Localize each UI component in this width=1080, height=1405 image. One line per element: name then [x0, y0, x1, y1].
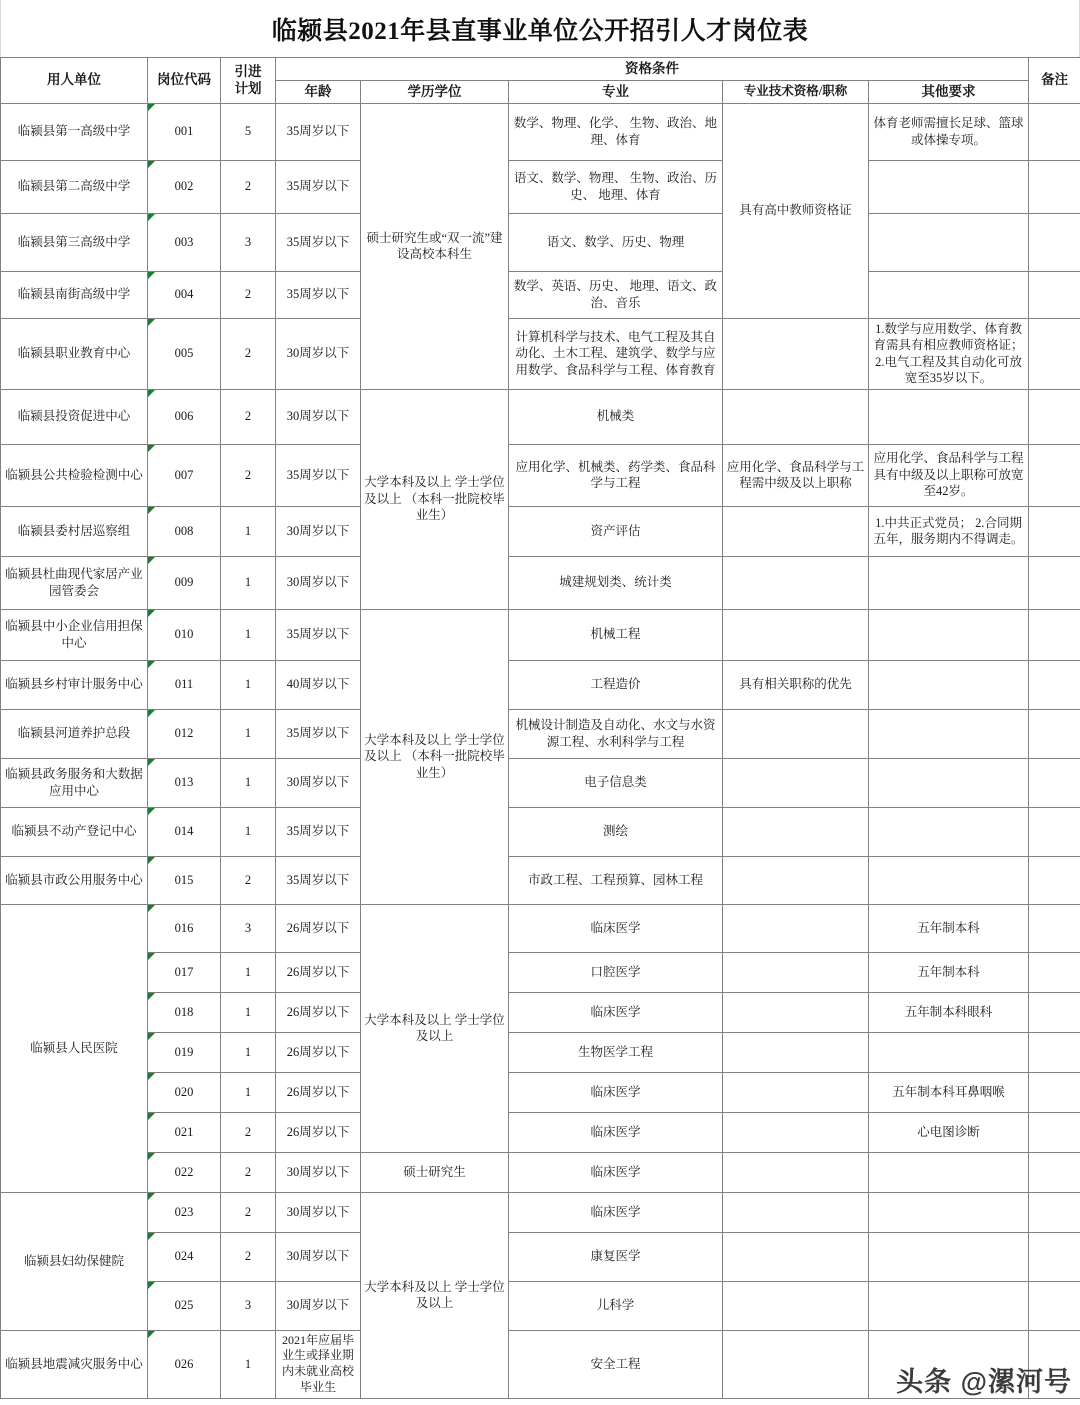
cell-major: 市政工程、工程预算、园林工程: [509, 856, 723, 904]
error-marker-icon: [148, 953, 155, 960]
cell-job-code: [148, 389, 221, 444]
cell-age: 26周岁以下: [276, 952, 361, 992]
cell-age: 35周岁以下: [276, 103, 361, 160]
job-code-value: 006: [174, 409, 194, 424]
cell-employer: 临颍县杜曲现代家居产业园管委会: [1, 556, 148, 609]
table-row: [1, 992, 1080, 1032]
cell-major: 计算机科学与技术、电气工程及其自动化、土木工程、建筑学、数学与应用数学、食品科学与工程、体育教育: [509, 318, 723, 389]
cell-age: 26周岁以下: [276, 1112, 361, 1152]
cell-job-code: [148, 271, 221, 318]
job-code-value: 002: [174, 179, 194, 194]
cell-plan: 2: [221, 160, 276, 213]
cell-technical-title: [723, 1192, 869, 1232]
cell-technical-title: [723, 807, 869, 856]
cell-other-requirements: [869, 389, 1029, 444]
cell-employer: 临颍县不动产登记中心: [1, 807, 148, 856]
cell-age: 26周岁以下: [276, 992, 361, 1032]
cell-major: 电子信息类: [509, 758, 723, 807]
cell-plan: 1: [221, 1072, 276, 1112]
cell-plan: 1: [221, 609, 276, 660]
job-code-value: 011: [174, 677, 194, 692]
cell-plan: 1: [221, 506, 276, 556]
cell-other-requirements: [869, 1232, 1029, 1281]
table-row: [1, 709, 1080, 758]
cell-remarks: [1029, 1281, 1080, 1330]
cell-other-requirements: [869, 807, 1029, 856]
error-marker-icon: [148, 1033, 155, 1040]
cell-remarks: [1029, 856, 1080, 904]
cell-education: 大学本科及以上 学士学位及以上: [361, 1192, 509, 1398]
cell-employer: 临颍县河道养护总段: [1, 709, 148, 758]
cell-age: 35周岁以下: [276, 856, 361, 904]
cell-employer: 临颍县第三高级中学: [1, 213, 148, 271]
job-code-value: 007: [174, 467, 194, 482]
cell-job-code: [148, 213, 221, 271]
cell-remarks: [1029, 1112, 1080, 1152]
th-education: 学历学位: [361, 80, 509, 103]
error-marker-icon: [148, 1073, 155, 1080]
job-code-value: 024: [174, 1249, 194, 1264]
cell-remarks: [1029, 992, 1080, 1032]
cell-plan: 1: [221, 952, 276, 992]
cell-other-requirements: [869, 1281, 1029, 1330]
cell-job-code: [148, 1072, 221, 1112]
cell-job-code: [148, 952, 221, 992]
cell-technical-title: 具有高中教师资格证: [723, 103, 869, 318]
job-code-value: 015: [174, 872, 194, 887]
cell-remarks: [1029, 318, 1080, 389]
cell-technical-title: [723, 556, 869, 609]
cell-remarks: [1029, 758, 1080, 807]
cell-job-code: [148, 506, 221, 556]
table-row: [1, 506, 1080, 556]
cell-major: 生物医学工程: [509, 1032, 723, 1072]
cell-job-code: [148, 1281, 221, 1330]
cell-major: 康复医学: [509, 1232, 723, 1281]
cell-job-code: [148, 160, 221, 213]
cell-age: 35周岁以下: [276, 160, 361, 213]
cell-remarks: [1029, 609, 1080, 660]
cell-other-requirements: [869, 271, 1029, 318]
cell-other-requirements: [869, 660, 1029, 709]
cell-plan: 5: [221, 103, 276, 160]
th-remarks: 备注: [1029, 58, 1080, 104]
cell-plan: 2: [221, 389, 276, 444]
cell-major: 数学、英语、历史、 地理、语文、政治、音乐: [509, 271, 723, 318]
table-row: [1, 952, 1080, 992]
job-code-value: 018: [174, 1004, 194, 1019]
cell-other-requirements: [869, 1152, 1029, 1192]
table-row: [1, 318, 1080, 389]
cell-job-code: [148, 609, 221, 660]
cell-employer: 临颍县委村居巡察组: [1, 506, 148, 556]
cell-age: 30周岁以下: [276, 1152, 361, 1192]
table-header: [1, 58, 1080, 104]
cell-other-requirements: [869, 1032, 1029, 1072]
cell-remarks: [1029, 271, 1080, 318]
cell-employer: 临颍县公共检验检测中心: [1, 444, 148, 506]
cell-plan: 1: [221, 709, 276, 758]
cell-plan: 1: [221, 758, 276, 807]
table-row: [1, 1072, 1080, 1112]
watermark-text: 头条 @漯河号: [896, 1367, 1072, 1397]
cell-other-requirements: [869, 609, 1029, 660]
cell-remarks: [1029, 389, 1080, 444]
cell-remarks: [1029, 952, 1080, 992]
cell-technical-title: [723, 318, 869, 389]
error-marker-icon: [148, 610, 155, 617]
cell-employer: 临颍县妇幼保健院: [1, 1192, 148, 1330]
cell-other-requirements: 应用化学、食品科学与工程具有中级及以上职称可放宽至42岁。: [869, 444, 1029, 506]
cell-other-requirements: 1.数学与应用数学、体育教育需具有相应教师资格证； 2.电气工程及其自动化可放宽至35岁以下。: [869, 318, 1029, 389]
cell-major: 口腔医学: [509, 952, 723, 992]
job-code-value: 001: [174, 124, 194, 139]
table-row: [1, 160, 1080, 213]
cell-plan: 1: [221, 1330, 276, 1398]
th-employer: 用人单位: [1, 58, 148, 104]
cell-technical-title: [723, 1232, 869, 1281]
cell-plan: 1: [221, 660, 276, 709]
error-marker-icon: [148, 272, 155, 279]
cell-remarks: [1029, 160, 1080, 213]
cell-plan: 3: [221, 904, 276, 952]
cell-technical-title: 具有相关职称的优先: [723, 660, 869, 709]
cell-age: 35周岁以下: [276, 807, 361, 856]
cell-employer: 临颍县人民医院: [1, 904, 148, 1192]
cell-age: 30周岁以下: [276, 389, 361, 444]
cell-major: 应用化学、机械类、药学类、食品科学与工程: [509, 444, 723, 506]
cell-job-code: [148, 660, 221, 709]
error-marker-icon: [148, 661, 155, 668]
cell-employer: 临颍县乡村审计服务中心: [1, 660, 148, 709]
cell-age: 30周岁以下: [276, 1281, 361, 1330]
error-marker-icon: [148, 390, 155, 397]
cell-age: 35周岁以下: [276, 709, 361, 758]
cell-plan: 2: [221, 1152, 276, 1192]
header-row-1: [1, 58, 1080, 81]
job-code-value: 010: [174, 627, 194, 642]
cell-job-code: [148, 318, 221, 389]
cell-age: 26周岁以下: [276, 1072, 361, 1112]
cell-major: 临床医学: [509, 1152, 723, 1192]
cell-job-code: [148, 1192, 221, 1232]
cell-major: 城建规划类、统计类: [509, 556, 723, 609]
job-code-value: 004: [174, 287, 194, 302]
cell-plan: 1: [221, 1032, 276, 1072]
cell-job-code: [148, 856, 221, 904]
cell-technical-title: [723, 609, 869, 660]
cell-remarks: [1029, 1032, 1080, 1072]
error-marker-icon: [148, 808, 155, 815]
cell-other-requirements: [869, 709, 1029, 758]
cell-remarks: [1029, 1232, 1080, 1281]
cell-technical-title: [723, 952, 869, 992]
error-marker-icon: [148, 993, 155, 1000]
cell-age: 30周岁以下: [276, 506, 361, 556]
table-body: [1, 103, 1080, 1398]
cell-job-code: [148, 758, 221, 807]
cell-job-code: [148, 444, 221, 506]
cell-job-code: [148, 1112, 221, 1152]
cell-job-code: [148, 1232, 221, 1281]
cell-major: 机械类: [509, 389, 723, 444]
cell-major: 临床医学: [509, 904, 723, 952]
error-marker-icon: [148, 1113, 155, 1120]
job-code-value: 013: [174, 775, 194, 790]
cell-age: 30周岁以下: [276, 556, 361, 609]
cell-employer: 临颍县职业教育中心: [1, 318, 148, 389]
cell-other-requirements: [869, 1192, 1029, 1232]
job-code-value: 009: [174, 575, 194, 590]
job-code-value: 023: [174, 1204, 194, 1219]
table-row: [1, 1232, 1080, 1281]
document-title-bar: [0, 0, 1080, 57]
cell-plan: 2: [221, 1112, 276, 1152]
error-marker-icon: [148, 1331, 155, 1338]
cell-technical-title: [723, 992, 869, 1032]
cell-other-requirements: 五年制本科耳鼻咽喉: [869, 1072, 1029, 1112]
cell-age: 30周岁以下: [276, 318, 361, 389]
cell-job-code: [148, 992, 221, 1032]
th-major: 专业: [509, 80, 723, 103]
cell-employer: 临颍县投资促进中心: [1, 389, 148, 444]
cell-major: 临床医学: [509, 1192, 723, 1232]
cell-remarks: [1029, 103, 1080, 160]
cell-other-requirements: 体育老师需擅长足球、篮球或体操专项。: [869, 103, 1029, 160]
cell-technical-title: [723, 1281, 869, 1330]
cell-job-code: [148, 1152, 221, 1192]
cell-technical-title: [723, 1330, 869, 1398]
th-plan-line2: 计划: [234, 81, 262, 97]
cell-employer: 临颍县中小企业信用担保中心: [1, 609, 148, 660]
jobs-table: [0, 57, 1080, 1399]
cell-other-requirements: [869, 213, 1029, 271]
cell-technical-title: [723, 1152, 869, 1192]
error-marker-icon: [148, 319, 155, 326]
cell-plan: 3: [221, 213, 276, 271]
cell-other-requirements: [869, 758, 1029, 807]
cell-age: 30周岁以下: [276, 1232, 361, 1281]
cell-age: 2021年应届毕业生或择业期内未就业高校毕业生: [276, 1330, 361, 1398]
job-code-value: 022: [174, 1164, 194, 1179]
job-code-value: 014: [174, 824, 194, 839]
cell-other-requirements: [869, 160, 1029, 213]
table-row: [1, 609, 1080, 660]
cell-plan: 1: [221, 556, 276, 609]
cell-technical-title: [723, 506, 869, 556]
cell-other-requirements: 五年制本科: [869, 904, 1029, 952]
job-code-value: 016: [174, 920, 194, 935]
cell-age: 35周岁以下: [276, 213, 361, 271]
cell-major: 安全工程: [509, 1330, 723, 1398]
th-age: 年龄: [276, 80, 361, 103]
cell-technical-title: [723, 1032, 869, 1072]
cell-major: 资产评估: [509, 506, 723, 556]
job-code-value: 005: [174, 346, 194, 361]
cell-remarks: [1029, 556, 1080, 609]
cell-other-requirements: [869, 556, 1029, 609]
cell-major: 语文、数学、历史、物理: [509, 213, 723, 271]
cell-age: 35周岁以下: [276, 444, 361, 506]
cell-employer: 临颍县南街高级中学: [1, 271, 148, 318]
table-row: [1, 444, 1080, 506]
table-row: [1, 103, 1080, 160]
error-marker-icon: [148, 1153, 155, 1160]
cell-major: 儿科学: [509, 1281, 723, 1330]
error-marker-icon: [148, 710, 155, 717]
cell-employer: 临颍县地震减灾服务中心: [1, 1330, 148, 1398]
cell-plan: 1: [221, 807, 276, 856]
cell-education: 大学本科及以上 学士学位及以上 （本科一批院校毕业生）: [361, 609, 509, 904]
cell-plan: 2: [221, 856, 276, 904]
error-marker-icon: [148, 857, 155, 864]
cell-remarks: [1029, 444, 1080, 506]
cell-remarks: [1029, 213, 1080, 271]
table-row: [1, 271, 1080, 318]
cell-other-requirements: 五年制本科: [869, 952, 1029, 992]
cell-remarks: [1029, 1192, 1080, 1232]
cell-other-requirements: 1.中共正式党员； 2.合同期五年，服务期内不得调走。: [869, 506, 1029, 556]
cell-remarks: [1029, 904, 1080, 952]
cell-remarks: [1029, 506, 1080, 556]
cell-employer: 临颍县市政公用服务中心: [1, 856, 148, 904]
table-row: [1, 758, 1080, 807]
cell-employer: 临颍县第二高级中学: [1, 160, 148, 213]
table-row: [1, 1281, 1080, 1330]
cell-major: 临床医学: [509, 1072, 723, 1112]
cell-plan: 3: [221, 1281, 276, 1330]
error-marker-icon: [148, 905, 155, 912]
th-job-code: 岗位代码: [148, 58, 221, 104]
cell-technical-title: [723, 1072, 869, 1112]
error-marker-icon: [148, 445, 155, 452]
cell-job-code: [148, 1032, 221, 1072]
cell-plan: 2: [221, 318, 276, 389]
job-code-value: 021: [174, 1124, 194, 1139]
cell-age: 35周岁以下: [276, 609, 361, 660]
error-marker-icon: [148, 557, 155, 564]
error-marker-icon: [148, 1233, 155, 1240]
cell-plan: 2: [221, 1232, 276, 1281]
table-row: [1, 904, 1080, 952]
table-row: [1, 213, 1080, 271]
cell-remarks: [1029, 709, 1080, 758]
table-row: [1, 856, 1080, 904]
job-code-value: 026: [174, 1357, 194, 1372]
cell-job-code: [148, 709, 221, 758]
cell-major: 数学、物理、化学、 生物、政治、地理、体育: [509, 103, 723, 160]
error-marker-icon: [148, 1193, 155, 1200]
cell-education: 硕士研究生: [361, 1152, 509, 1192]
cell-age: 26周岁以下: [276, 1032, 361, 1072]
cell-education: 大学本科及以上 学士学位及以上: [361, 904, 509, 1152]
job-code-value: 008: [174, 523, 194, 538]
cell-other-requirements: 心电图诊断: [869, 1112, 1029, 1152]
cell-age: 30周岁以下: [276, 758, 361, 807]
error-marker-icon: [148, 507, 155, 514]
cell-employer: 临颍县政务服务和大数据应用中心: [1, 758, 148, 807]
cell-major: 机械工程: [509, 609, 723, 660]
cell-technical-title: [723, 856, 869, 904]
cell-major: 语文、数学、物理、 生物、政治、历史、 地理、体育: [509, 160, 723, 213]
cell-education: 硕士研究生或“双一流”建设高校本科生: [361, 103, 509, 389]
cell-plan: 2: [221, 271, 276, 318]
error-marker-icon: [148, 104, 155, 111]
error-marker-icon: [148, 1282, 155, 1289]
error-marker-icon: [148, 214, 155, 221]
cell-technical-title: [723, 709, 869, 758]
cell-age: 30周岁以下: [276, 1192, 361, 1232]
cell-technical-title: 应用化学、食品科学与工程需中级及以上职称: [723, 444, 869, 506]
cell-plan: 2: [221, 1192, 276, 1232]
table-row: [1, 660, 1080, 709]
table-row: [1, 1032, 1080, 1072]
cell-remarks: [1029, 1152, 1080, 1192]
table-row: [1, 1112, 1080, 1152]
page-title: 临颍县2021年县直事业单位公开招引人才岗位表: [271, 17, 809, 45]
table-row: [1, 389, 1080, 444]
table-row: [1, 1192, 1080, 1232]
th-plan: [221, 58, 276, 104]
cell-major: 机械设计制造及自动化、水文与水资源工程、水利科学与工程: [509, 709, 723, 758]
cell-education: 大学本科及以上 学士学位及以上 （本科一批院校毕业生）: [361, 389, 509, 609]
job-code-value: 012: [174, 726, 194, 741]
th-other: 其他要求: [869, 80, 1029, 103]
cell-other-requirements: [869, 856, 1029, 904]
cell-technical-title: [723, 758, 869, 807]
job-code-value: 003: [174, 234, 194, 249]
error-marker-icon: [148, 759, 155, 766]
th-technical-title: 专业技术资格/职称: [723, 80, 869, 103]
cell-remarks: [1029, 660, 1080, 709]
table-row: [1, 807, 1080, 856]
cell-technical-title: [723, 904, 869, 952]
table-row: [1, 556, 1080, 609]
th-plan-line1: 引进: [234, 63, 262, 79]
cell-job-code: [148, 103, 221, 160]
cell-age: 26周岁以下: [276, 904, 361, 952]
cell-technical-title: [723, 389, 869, 444]
cell-age: 35周岁以下: [276, 271, 361, 318]
job-code-value: 025: [174, 1298, 194, 1313]
cell-major: 工程造价: [509, 660, 723, 709]
cell-technical-title: [723, 1112, 869, 1152]
cell-age: 40周岁以下: [276, 660, 361, 709]
job-code-value: 020: [174, 1084, 194, 1099]
cell-job-code: [148, 904, 221, 952]
table-row: [1, 1152, 1080, 1192]
cell-major: 临床医学: [509, 992, 723, 1032]
cell-remarks: [1029, 1072, 1080, 1112]
cell-job-code: [148, 807, 221, 856]
cell-plan: 2: [221, 444, 276, 506]
job-code-value: 019: [174, 1044, 194, 1059]
job-code-value: 017: [174, 964, 194, 979]
cell-remarks: [1029, 807, 1080, 856]
cell-employer: 临颍县第一高级中学: [1, 103, 148, 160]
cell-major: 临床医学: [509, 1112, 723, 1152]
cell-other-requirements: 五年制本科眼科: [869, 992, 1029, 1032]
error-marker-icon: [148, 161, 155, 168]
cell-plan: 1: [221, 992, 276, 1032]
cell-job-code: [148, 556, 221, 609]
cell-job-code: [148, 1330, 221, 1398]
cell-major: 测绘: [509, 807, 723, 856]
th-qualifications-group: 资格条件: [276, 58, 1029, 81]
